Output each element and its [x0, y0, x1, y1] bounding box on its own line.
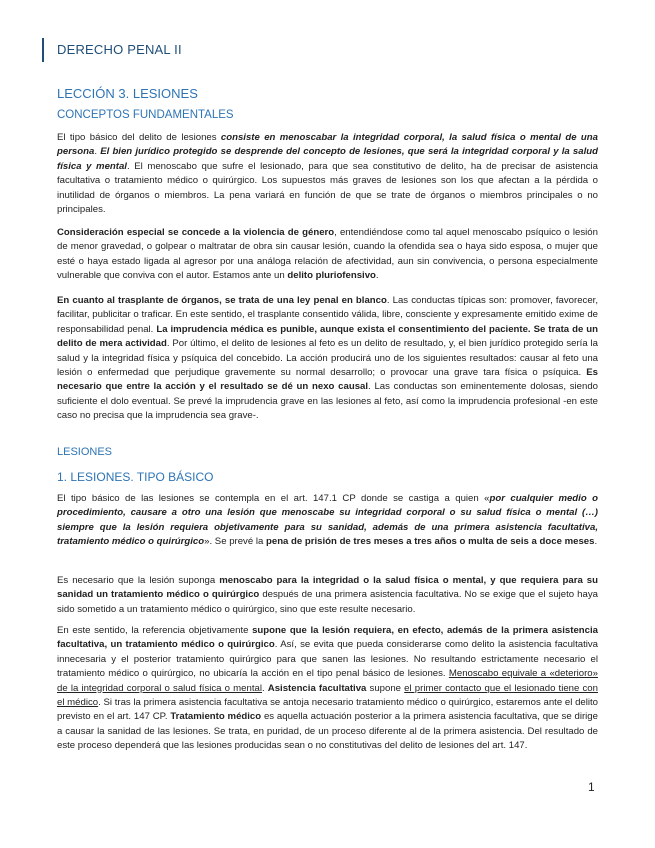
text-run: El bien jurídico protegido se desprende del concepto de lesiones, que será la integridad corporal y la salud física y mental: [57, 146, 598, 172]
text-run: después de una primera asistencia facultativa. No se exige que el sujeto haya sido sometido a un tratamiento médico o quirúrgico, sino que este resulte necesario.: [57, 589, 598, 615]
text-run: En este sentido, la referencia objetivamente: [57, 625, 253, 636]
text-run: menoscabo para la integridad o la salud física o mental, y que requiera para su sanidad un tratamiento médico o quirúrgico: [57, 575, 598, 601]
text-run: el primer contacto que el lesionado tiene con el médico: [57, 682, 598, 709]
text-run: ». Se prevé la: [204, 536, 266, 548]
text-run: Consideración especial se concede a la violencia de género: [57, 227, 335, 238]
text-run: es aquella actuación posterior a la primera asistencia facultativa, que se dirige a causar la sanidad de las lesiones. Se trata, en puridad, de un proceso diferente al de la primera asistencia. Del resultado de este proceso dependerá que las lesiones producidas sean o no constitutivas del delito de lesiones del art. 147.: [57, 711, 598, 752]
text-run: . Las conductas son eminentemente dolosas, siendo suficiente el dolo eventual. Se prevé la imprudencia grave en las lesiones al feto, así como la imprudencia profesional -en este caso no precisa que la imprudencia sea grave-.: [57, 381, 598, 422]
paragraph-menoscabo: [57, 574, 598, 617]
paragraph-art-147: [57, 492, 598, 550]
text-run: .: [94, 146, 101, 158]
text-run: El tipo básico del delito de lesiones: [57, 132, 221, 143]
text-run: . Si tras la primera asistencia facultativa se antoja necesario tratamiento médico o quirúrgico, estaremos ante el delito previsto en el art. 147 CP.: [57, 697, 598, 723]
text-run: consiste en menoscabar la integridad corporal, la salud física o mental de una persona: [57, 132, 598, 158]
text-run: Menoscabo equivale a «deterioro» de la integridad corporal o salud física o mental: [57, 668, 598, 694]
text-run: .: [261, 682, 268, 694]
document-header-title: DERECHO PENAL II: [57, 42, 182, 57]
text-run: .: [594, 536, 598, 548]
text-run: Es necesario que entre la acción y el resultado se dé un nexo causal: [57, 367, 598, 393]
text-run: Asistencia facultativa: [267, 682, 367, 694]
text-run: . Por último, el delito de lesiones al feto es un delito de resultado, y, el bien jurídico protegido sería la salud y la integridad física y psíquica del concebido. La acción producirá uno de los siguientes resultados: causar al feto una lesión o enfermedad que perjudique gravemente su normal desarrollo; o provocar una grave tara física o psíquica.: [57, 338, 598, 379]
text-run: . El menoscabo que sufre el lesionado, para que sea constitutivo de delito, ha de precisar de asistencia facultativa o tratamiento médico o quirúrgico. Los supuestos más graves de lesiones son los que afectan a la pérdida o inutilidad de órganos o miembros. La pena variará en función de que se trate de órganos o miembros principales o no principales.: [57, 160, 598, 216]
header-accent-bar: [42, 38, 44, 62]
text-run: En cuanto al trasplante de órganos, se trata de una ley penal en blanco: [57, 295, 387, 306]
page-number: 1: [588, 780, 595, 794]
lesson-title: LECCIÓN 3. LESIONES: [57, 86, 198, 101]
text-run: Tratamiento médico: [170, 711, 262, 723]
text-run: por cualquier medio o procedimiento, causare a otro una lesión que menoscabe su integridad corporal o su salud física o mental (…) siempre que la lesión requiera objetivamente para su sanidad, además de una primera asistencia facultativa, tratamiento médico o quirúrgico: [57, 493, 598, 548]
lesson-subtitle: CONCEPTOS FUNDAMENTALES: [57, 109, 234, 121]
paragraph-trasplante-organos: [57, 294, 598, 424]
section-item-title: 1. LESIONES. TIPO BÁSICO: [57, 470, 214, 484]
paragraph-tipo-basico: [57, 131, 598, 217]
text-run: supone que la lesión requiera, en efecto, además de la primera asistencia facultativa, un tratamiento médico o quirúrgico: [57, 625, 598, 651]
text-run: El tipo básico de las lesiones se contempla en el art. 147.1 CP donde se castiga a quien «: [57, 493, 490, 504]
text-run: delito pluriofensivo: [287, 270, 376, 282]
paragraph-referencia-objetiva: [57, 624, 598, 754]
text-run: .: [375, 270, 379, 282]
text-run: . Así, se evita que pueda considerarse como delito la asistencia facultativa innecesaria y el posterior tratamiento quirúrgico para que sanen las lesiones. No resultando estrictamente necesario el tratamiento médico o quirúrgico, no ubicaría la acción en el tipo penal básico de lesiones.: [57, 639, 598, 680]
text-run: , entendiéndose como tal aquel menoscabo psíquico o lesión de menor gravedad, o golpear o maltratar de obra sin causar lesión, cuando la ofendida sea o haya sido esposa, o mujer que esté o haya estado ligada al agresor por una análoga relación de afectividad, aun sin convivencia, o persona especialmente vulnerable que conviva con el autor. Estamos ante un: [57, 227, 598, 282]
text-run: pena de prisión de tres meses a tres años o multa de seis a doce meses: [266, 536, 595, 548]
text-run: Es necesario que la lesión suponga: [57, 575, 220, 586]
section-title: LESIONES: [57, 446, 113, 458]
text-run: . Las conductas típicas son: promover, favorecer, facilitar, publicitar o traficar. En este sentido, el trasplante consentido válida, libre, consciente y expresamente emitido exime de responsabilidad penal.: [57, 295, 598, 335]
text-run: La imprudencia médica es punible, aunque exista el consentimiento del paciente. Se trata de un delito de mera actividad: [57, 323, 598, 350]
text-run: supone: [366, 682, 405, 694]
paragraph-violencia-genero: [57, 226, 598, 284]
